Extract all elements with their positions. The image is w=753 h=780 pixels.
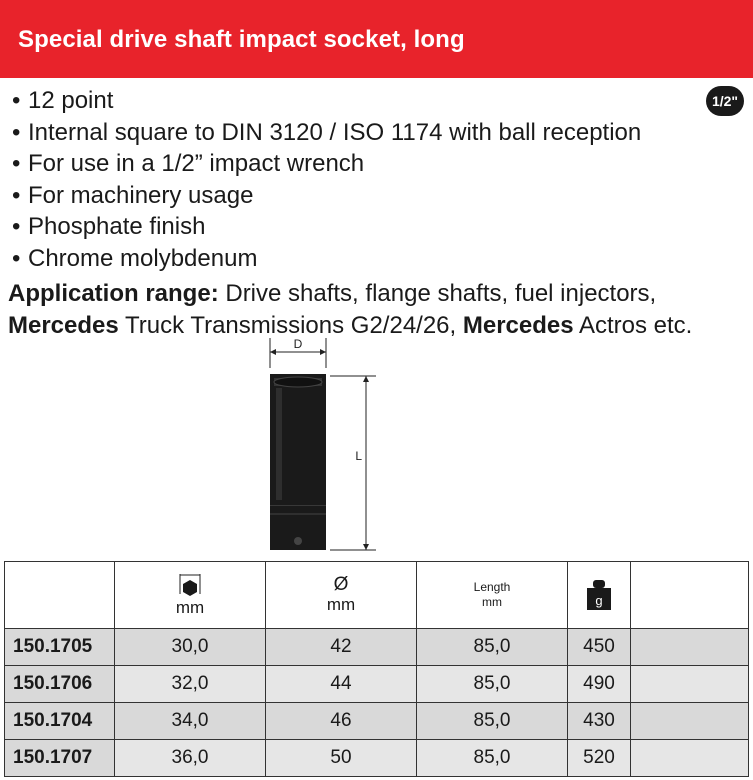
bullet-icon: •	[12, 213, 21, 240]
feature-list	[12, 86, 641, 275]
table-row	[5, 629, 749, 666]
feature-item: • Chrome molybdenum	[12, 244, 258, 272]
diameter-value: 44	[266, 666, 417, 703]
empty-cell	[631, 629, 749, 666]
length-value: 85,0	[417, 629, 568, 666]
length-unit: mm	[482, 595, 502, 609]
hex-value: 32,0	[115, 666, 266, 703]
feature-item: • For use in a 1/2” impact wrench	[12, 150, 365, 177]
brand-name: Mercedes	[462, 312, 574, 339]
length-value: 85,0	[417, 703, 568, 740]
socket-drawing	[258, 338, 398, 558]
diameter-symbol: Ø	[333, 574, 349, 595]
feature-item: • Internal square to DIN 3120 / ISO 1174 with ball reception	[12, 118, 642, 146]
header-code-cell	[5, 562, 115, 629]
header-hex	[115, 562, 266, 629]
table-row	[5, 666, 749, 703]
diameter-unit: mm	[326, 595, 356, 614]
bullet-icon: •	[12, 118, 21, 146]
article-code: 150.1706	[5, 666, 115, 703]
header-weight	[568, 562, 631, 629]
svg-text:g: g	[595, 593, 603, 608]
header-length	[417, 562, 568, 629]
hexagon-size-icon	[176, 572, 204, 598]
hex-unit: mm	[175, 598, 205, 617]
table-row	[5, 740, 749, 777]
length-value: 85,0	[417, 666, 568, 703]
brand-name: Mercedes	[8, 312, 119, 339]
drive-size-badge: 1/2"	[706, 86, 744, 116]
weight-value: 520	[568, 740, 631, 777]
header-diameter	[266, 562, 417, 629]
product-title: Special drive shaft impact socket, long	[18, 26, 465, 53]
hex-value: 30,0	[115, 629, 266, 666]
feature-item: • For machinery usage	[12, 181, 254, 209]
empty-cell	[631, 740, 749, 777]
empty-cell	[631, 666, 749, 703]
spec-table	[4, 561, 749, 777]
weight-value: 430	[568, 703, 631, 740]
diameter-value: 46	[266, 703, 417, 740]
hex-value: 34,0	[115, 703, 266, 740]
article-code: 150.1705	[5, 629, 115, 666]
feature-item: • 12 point	[12, 87, 114, 114]
dimension-l-label: L	[355, 449, 362, 463]
length-value: 85,0	[417, 740, 568, 777]
bullet-icon: •	[12, 150, 21, 177]
feature-item: • Phosphate finish	[12, 213, 206, 240]
bullet-icon: •	[12, 244, 21, 272]
weight-value: 490	[568, 666, 631, 703]
hex-value: 36,0	[115, 740, 266, 777]
diameter-value: 50	[266, 740, 417, 777]
dimension-d-label: D	[293, 338, 303, 351]
table-row	[5, 703, 749, 740]
application-label: Application range:	[8, 280, 219, 307]
table-header-row	[5, 562, 749, 629]
weight-value: 450	[568, 629, 631, 666]
header-bar	[0, 0, 753, 78]
article-code: 150.1704	[5, 703, 115, 740]
bullet-icon: •	[12, 181, 21, 209]
empty-cell	[631, 703, 749, 740]
application-range: Application range: Drive shafts, flange shafts, fuel injectors, Mercedes Truck Transmissions G2/24/26, Mercedes Actros etc.	[8, 280, 693, 339]
weight-icon	[584, 578, 614, 612]
bullet-icon: •	[12, 87, 21, 114]
article-code: 150.1707	[5, 740, 115, 777]
header-empty	[631, 562, 749, 629]
length-label: Length	[473, 580, 511, 594]
diameter-value: 42	[266, 629, 417, 666]
